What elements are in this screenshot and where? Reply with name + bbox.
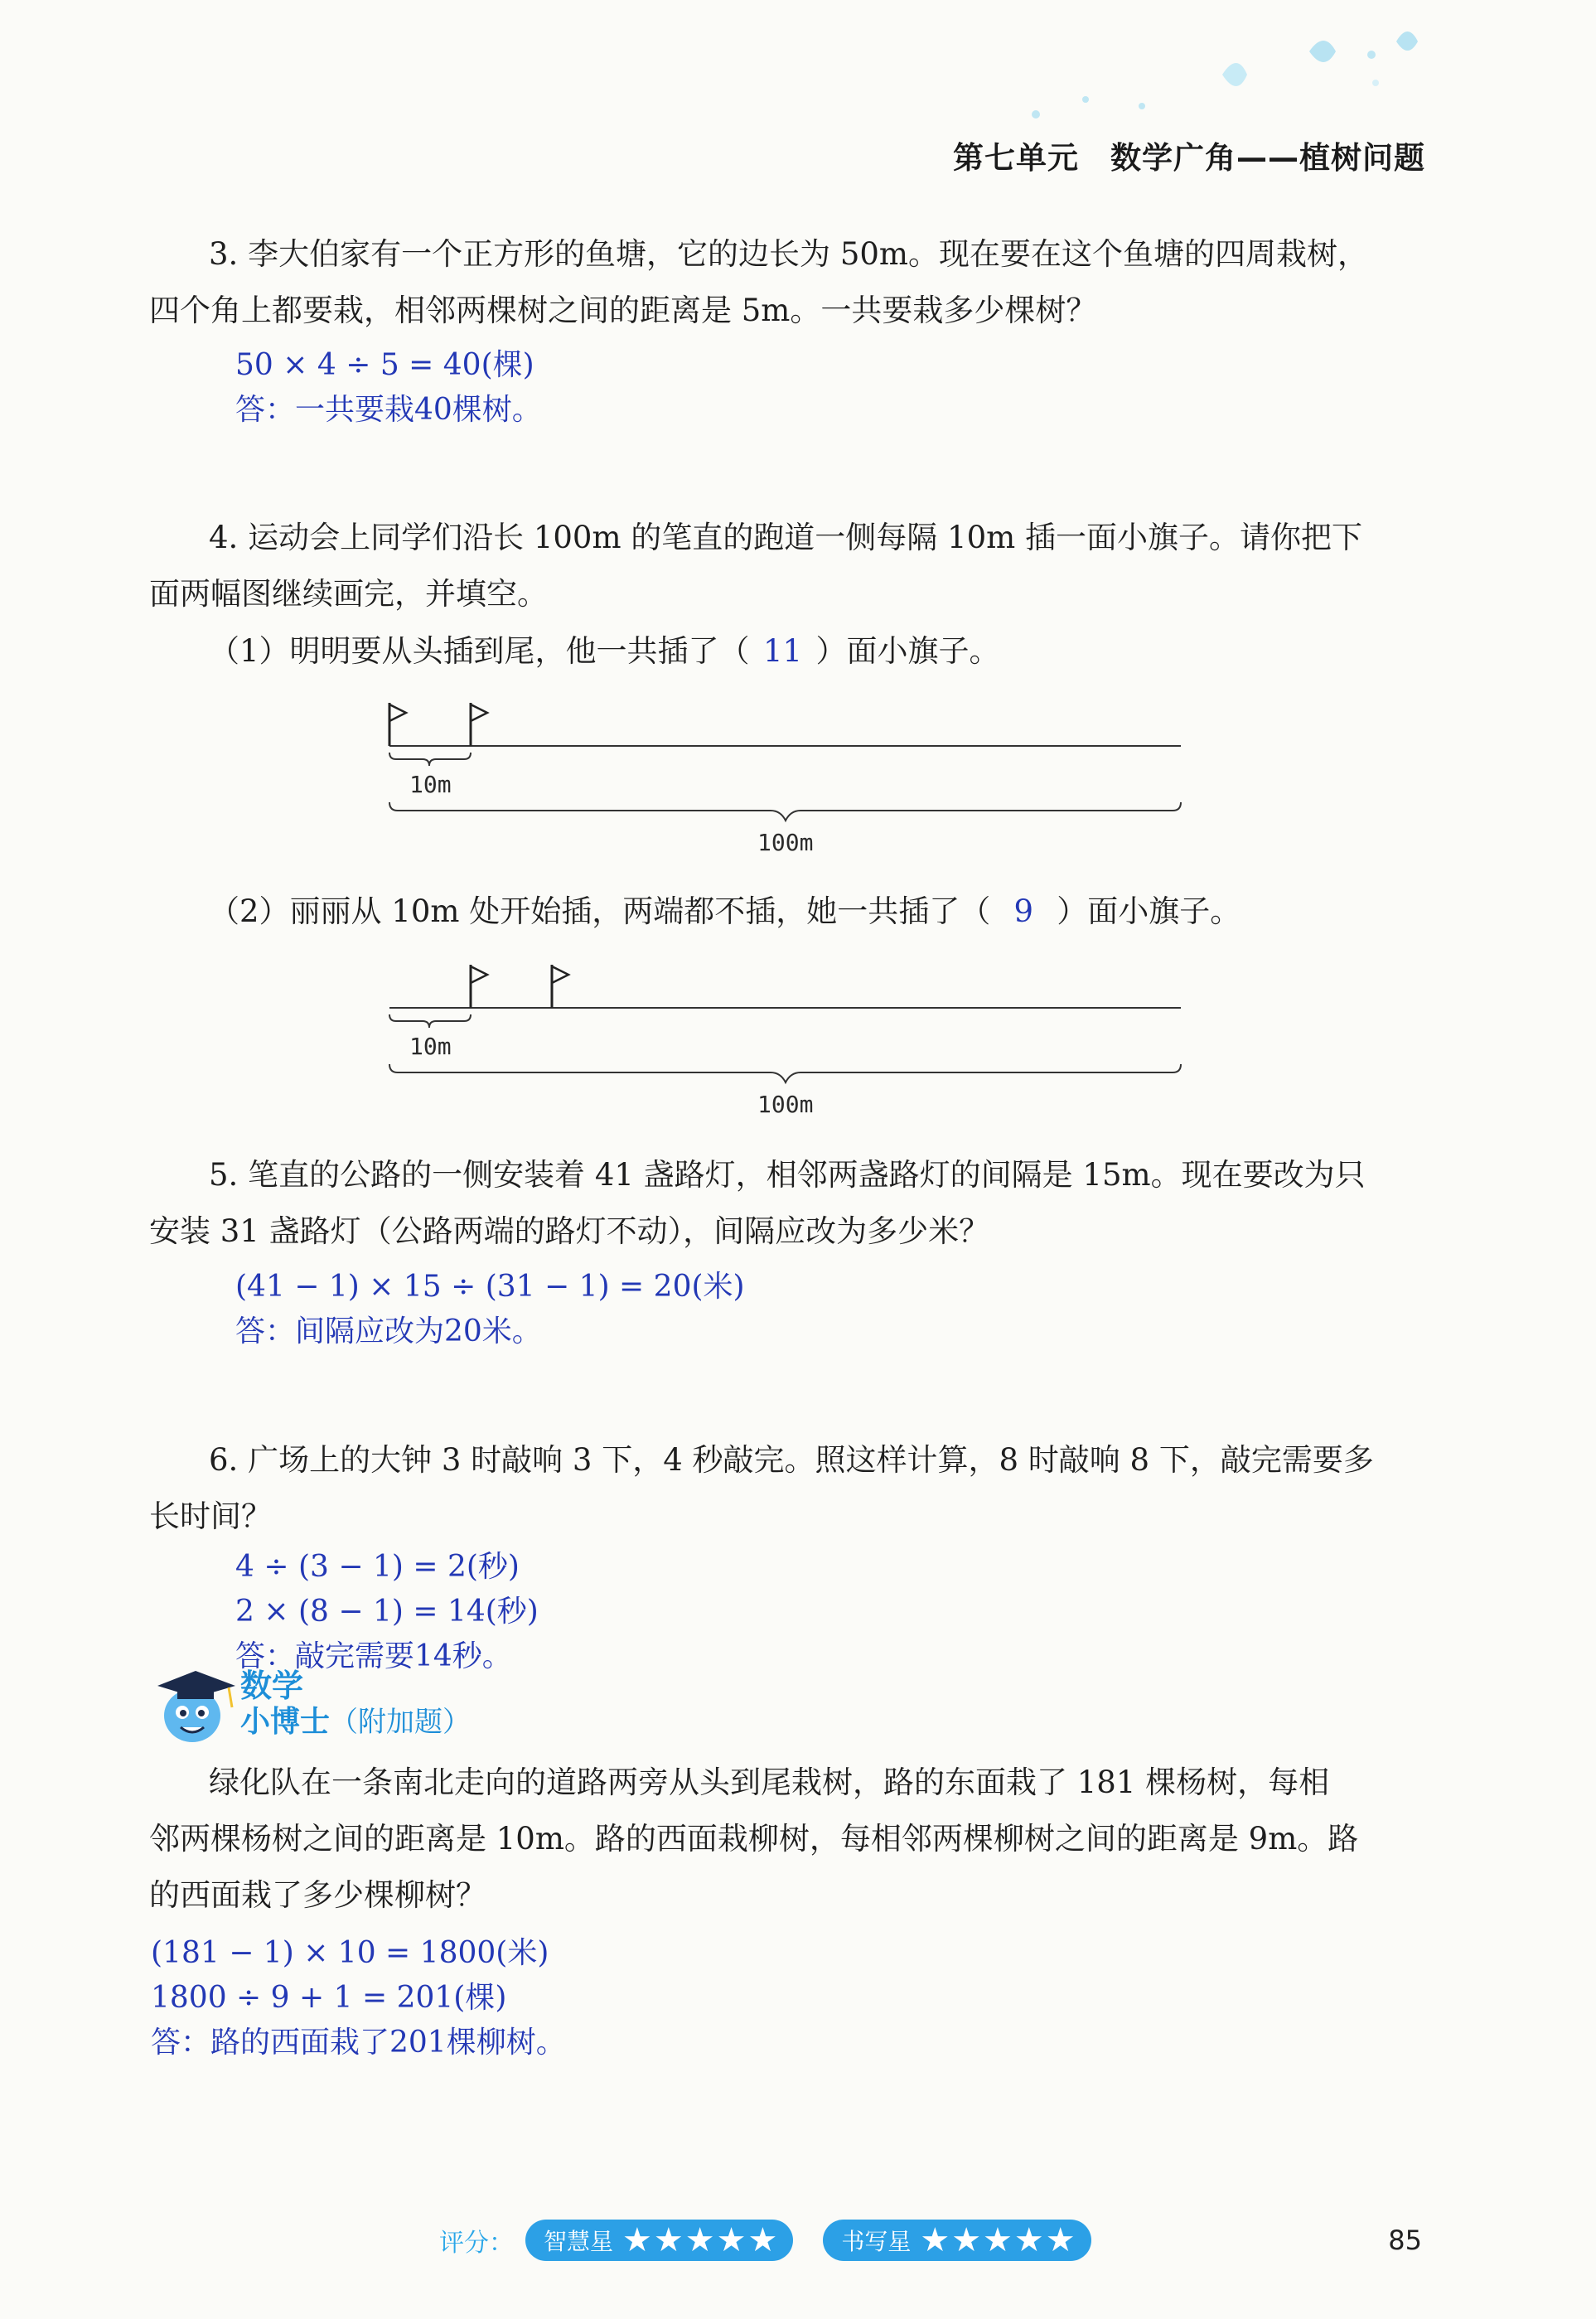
question-5-answer-1: (41 − 1) × 15 ÷ (31 − 1) = 20(米) (235, 1270, 745, 1304)
part-2-text-before: （2）丽丽从 10m 处开始插，两端都不插，她一共插了（ (209, 893, 991, 929)
math-doctor-label (240, 1668, 471, 1740)
wisdom-star-label: 智慧星 (544, 2228, 614, 2255)
wisdom-star-rating (525, 2220, 793, 2261)
star-icon: ★ (920, 2221, 950, 2259)
question-6 (149, 1432, 1450, 1545)
bonus-tag: （附加题） (330, 1706, 472, 1739)
question-6-line-1: 6. 广场上的大钟 3 时敲响 3 下，4 秒敲完。照这样计算，8 时敲响 8 下，敲完需要多 (209, 1442, 1374, 1478)
star-icon: ★ (983, 2221, 1013, 2259)
flag-icon (471, 703, 487, 746)
writing-star-rating (823, 2220, 1091, 2261)
math-doctor-label-line-1: 数学 (240, 1668, 304, 1704)
short-distance-label: 10m (409, 1033, 452, 1060)
flag-diagram-2 (381, 948, 1193, 1126)
long-distance-label: 100m (757, 1091, 814, 1118)
math-doctor-label-line-2: 小博士 (240, 1705, 331, 1739)
star-icon: ★ (1045, 2221, 1076, 2259)
page-number: 85 (1388, 2225, 1422, 2256)
question-4-part-2 (209, 884, 1241, 940)
star-icon: ★ (622, 2221, 652, 2259)
star-icon: ★ (951, 2221, 982, 2259)
rating-label: 评分： (439, 2229, 514, 2258)
question-3 (149, 226, 1450, 339)
long-brace (389, 1064, 1181, 1082)
bonus-question (149, 1755, 1450, 1924)
question-5-line-1: 5. 笔直的公路的一侧安装着 41 盏路灯，相邻两盏路灯的间隔是 15m。现在要改为只 (209, 1157, 1366, 1193)
short-brace (389, 1014, 471, 1028)
question-3-answer-1: 50 × 4 ÷ 5 = 40(棵) (235, 348, 534, 382)
star-icon: ★ (747, 2221, 778, 2259)
bonus-line-2: 邻两棵杨树之间的距离是 10m。路的西面栽柳树，每相邻两棵柳树之间的距离是 9m。路 (149, 1821, 1359, 1857)
rating-footer (439, 2218, 1121, 2263)
short-distance-label: 10m (409, 771, 452, 798)
part-1-text-after: ）面小旗子。 (815, 633, 1000, 669)
question-4-line-2: 面两幅图继续画完，并填空。 (149, 576, 548, 612)
bonus-answer-1: (181 − 1) × 10 = 1800(米) (151, 1936, 549, 1970)
question-6-answer-3: 答：敲完需要14秒。 (235, 1639, 512, 1673)
bonus-line-1: 绿化队在一条南北走向的道路两旁从头到尾栽树，路的东面栽了 181 棵杨树，每相 (209, 1765, 1330, 1800)
question-3-line-1: 3. 李大伯家有一个正方形的鱼塘，它的边长为 50m。现在要在这个鱼塘的四周栽树， (209, 236, 1368, 272)
math-doctor-mascot-icon (149, 1664, 240, 1747)
question-5 (149, 1147, 1450, 1260)
flag-icon (389, 703, 406, 746)
question-6-answer-2: 2 × (8 − 1) = 14(秒) (235, 1595, 539, 1629)
long-brace (389, 802, 1181, 821)
bonus-answer-3: 答：路的西面栽了201棵柳树。 (151, 2026, 566, 2060)
part-1-answer: 11 (763, 633, 803, 669)
question-4-part-1 (209, 623, 1000, 680)
star-icon: ★ (653, 2221, 684, 2259)
question-4 (149, 510, 1450, 622)
question-3-answer-2: 答：一共要栽40棵树。 (235, 393, 542, 427)
question-3-line-2: 四个角上都要栽，相邻两棵树之间的距离是 5m。一共要栽多少棵树？ (149, 293, 1097, 328)
long-distance-label: 100m (757, 829, 814, 856)
short-brace (389, 753, 471, 766)
writing-star-label: 书写星 (841, 2228, 912, 2255)
question-6-answer-1: 4 ÷ (3 − 1) = 2(秒) (235, 1550, 520, 1584)
question-5-answer-2: 答：间隔应改为20米。 (235, 1314, 542, 1348)
question-5-line-2: 安装 31 盏路灯（公路两端的路灯不动），间隔应改为多少米？ (149, 1213, 990, 1249)
star-icon: ★ (684, 2221, 715, 2259)
flag-icon (552, 965, 568, 1008)
leaf-decoration (1019, 17, 1450, 141)
star-icon: ★ (1013, 2221, 1044, 2259)
bonus-answer-2: 1800 ÷ 9 + 1 = 201(棵) (151, 1981, 507, 2015)
flag-icon (471, 965, 487, 1008)
question-6-line-2: 长时间？ (149, 1498, 272, 1534)
part-2-answer: 9 (1013, 893, 1033, 929)
question-4-line-1: 4. 运动会上同学们沿长 100m 的笔直的跑道一侧每隔 10m 插一面小旗子。请你把下 (209, 520, 1362, 555)
flag-diagram-1 (381, 686, 1193, 864)
unit-title: 第七单元 数学广角——植树问题 (953, 140, 1425, 176)
part-1-text-before: （1）明明要从头插到尾，他一共插了（ (209, 633, 750, 669)
part-2-text-after: ）面小旗子。 (1057, 893, 1241, 929)
star-icon: ★ (716, 2221, 747, 2259)
bonus-line-3: 的西面栽了多少棵柳树？ (149, 1877, 486, 1913)
